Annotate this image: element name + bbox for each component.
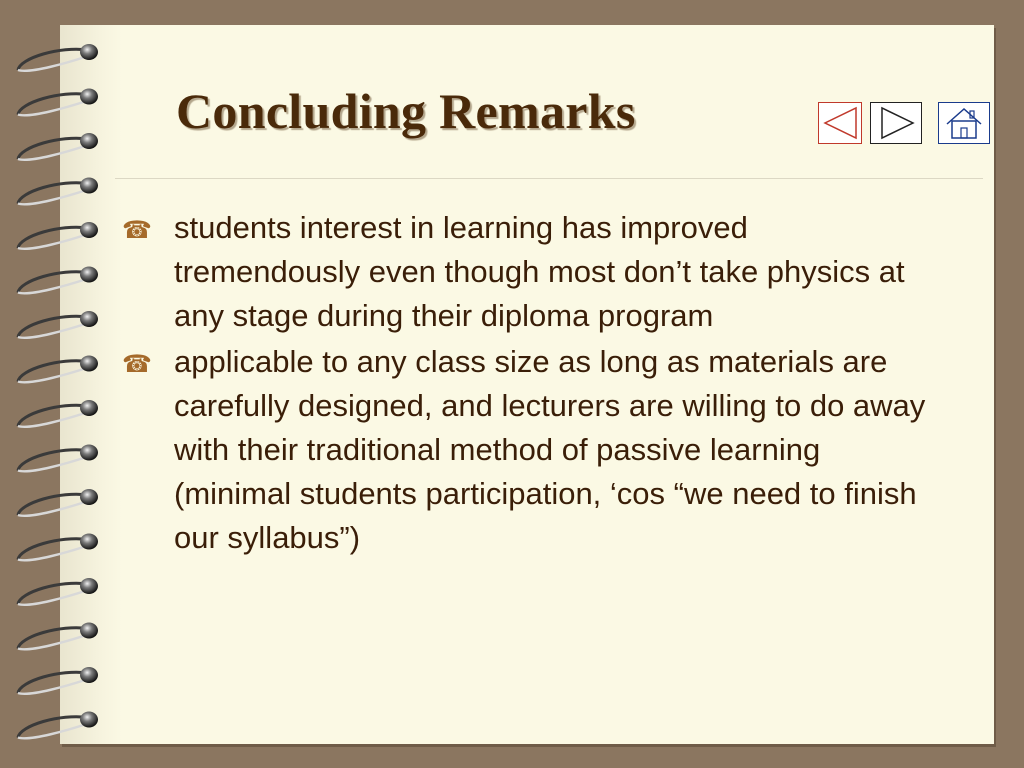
- previous-slide-button[interactable]: [818, 102, 862, 144]
- bullet-text: students interest in learning has improved tremendously even though most don’t take physics at any stage during their diploma program: [174, 210, 905, 333]
- home-button[interactable]: [938, 102, 990, 144]
- binding-ring: [18, 667, 98, 694]
- binding-ring: [18, 356, 98, 383]
- binding-ring: [18, 578, 98, 605]
- bullet-text: applicable to any class size as long as materials are carefully designed, and lecturers are willing to do away with their traditional method of passive learning (minimal students participation, ‘cos “we need to finish our syllabus”): [174, 344, 926, 555]
- triangle-right-icon: [871, 103, 921, 143]
- bullet-list: [122, 206, 942, 562]
- bullet-item: [122, 206, 942, 338]
- bullet-item: [122, 340, 942, 560]
- spiral-binding: [0, 0, 110, 768]
- telephone-icon: ☎: [122, 216, 152, 244]
- binding-ring: [18, 133, 98, 160]
- house-icon: [939, 103, 989, 143]
- binding-ring: [18, 44, 98, 71]
- binding-ring: [18, 445, 98, 472]
- binding-ring: [18, 712, 98, 739]
- telephone-icon: ☎: [122, 350, 152, 378]
- binding-ring: [18, 267, 98, 294]
- slide-title: Concluding Remarks: [176, 83, 636, 139]
- binding-ring: [18, 623, 98, 650]
- binding-ring: [18, 178, 98, 205]
- binding-ring: [18, 489, 98, 516]
- binding-ring: [18, 89, 98, 116]
- triangle-left-icon: [819, 103, 861, 143]
- binding-ring: [18, 222, 98, 249]
- next-slide-button[interactable]: [870, 102, 922, 144]
- binding-ring: [18, 534, 98, 561]
- binding-ring: [18, 311, 98, 338]
- binding-ring: [18, 400, 98, 427]
- title-divider: [115, 178, 983, 179]
